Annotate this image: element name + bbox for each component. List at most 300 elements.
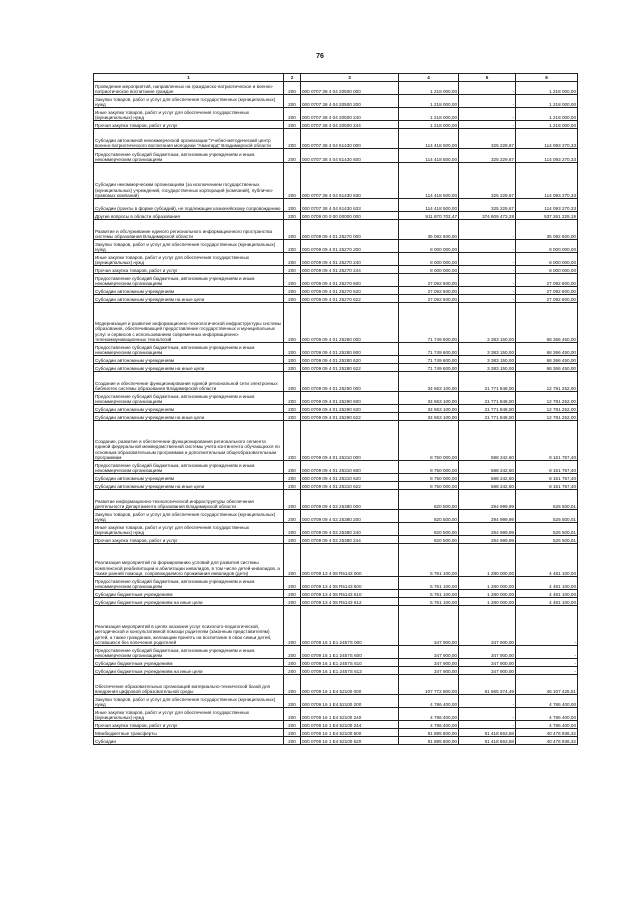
row-budget-code: 000 0707 38 4 04 61430 000 xyxy=(301,129,399,149)
row-approved-amount: 4 786 400,00 xyxy=(399,721,459,729)
row-line-code: 200 xyxy=(284,121,301,129)
row-approved-amount: 91 895 800,00 xyxy=(399,737,459,745)
row-remaining-amount: 12 791 252,00 xyxy=(516,405,578,413)
row-approved-amount: 347 900,00 xyxy=(399,646,459,659)
table-row xyxy=(94,523,578,536)
row-remaining-amount: 8 161 757,40 xyxy=(516,482,578,490)
table-row xyxy=(94,421,578,461)
row-budget-code: 000 0709 09 4 01 25310 620 xyxy=(301,474,399,482)
row-budget-code: 000 0709 00 0 00 00000 000 xyxy=(301,212,399,220)
row-approved-amount: 27 092 600,00 xyxy=(399,287,459,295)
row-executed-amount: 51 418 663,68 xyxy=(459,737,516,745)
row-approved-amount: 8 000 000,00 xyxy=(399,253,459,266)
row-line-code: 200 xyxy=(284,95,301,108)
table-row xyxy=(94,536,578,544)
row-remaining-amount: - xyxy=(516,659,578,667)
row-budget-code: 000 0709 13 4 08 R5143 610 xyxy=(301,590,399,598)
row-executed-amount: 1 280 000,00 xyxy=(459,544,516,577)
row-approved-amount: 911 870 702,47 xyxy=(399,212,459,220)
row-executed-amount: 347 900,00 xyxy=(459,667,516,675)
row-name: Субсидии автономным учреждениям xyxy=(94,356,284,364)
row-remaining-amount: 8 000 000,00 xyxy=(516,266,578,274)
row-executed-amount: - xyxy=(459,274,516,287)
row-name: Создание, развитие и обеспечение функционирования регионального сегмента единой федеральной межведомственной системы учета контингента обучающихся по основным образовательным программам и дополнительным общеобразовательным программам xyxy=(94,421,284,461)
budget-table-body xyxy=(94,74,578,745)
row-approved-amount: 114 418 500,00 xyxy=(399,199,459,212)
row-name: Развитие информационно-технологической инфраструктуры обеспечения деятельности Департамента образования Владимирской области xyxy=(94,490,284,510)
row-line-code: 200 xyxy=(284,240,301,253)
row-budget-code: 000 0709 09 4 01 25290 620 xyxy=(301,405,399,413)
row-approved-amount: 107 772 800,00 xyxy=(399,675,459,695)
row-approved-amount: 347 900,00 xyxy=(399,659,459,667)
table-row xyxy=(94,121,578,129)
row-approved-amount: 35 092 600,00 xyxy=(399,220,459,240)
row-executed-amount: 325 229,67 xyxy=(459,163,516,199)
row-approved-amount: 5 761 100,00 xyxy=(399,598,459,606)
table-row xyxy=(94,482,578,490)
row-executed-amount: 588 242,60 xyxy=(459,482,516,490)
row-name: Закупка товаров, работ и услуг для обеспечения государственных (муниципальных) нужд xyxy=(94,510,284,523)
row-executed-amount: - xyxy=(459,708,516,721)
row-budget-code: 000 0709 16 1 E1 2457S 612 xyxy=(301,667,399,675)
table-row xyxy=(94,372,578,392)
row-remaining-amount: 27 092 600,00 xyxy=(516,274,578,287)
table-row xyxy=(94,659,578,667)
row-executed-amount: - xyxy=(459,266,516,274)
row-line-code: 200 xyxy=(284,253,301,266)
row-name: Реализация мероприятий в целях оказания услуг психолого-педагогической, методической и консультативной помощи родителям (законным представителям) детей, а также гражданам, желающим принять на воспитание в свои семьи детей, оставшихся без попечения родителей xyxy=(94,606,284,646)
row-line-code: 200 xyxy=(284,343,301,356)
row-approved-amount: 1 218 000,00 xyxy=(399,95,459,108)
row-approved-amount: 91 895 800,00 xyxy=(399,729,459,737)
row-name: Закупка товаров, работ и услуг для обеспечения государственных (муниципальных) нужд xyxy=(94,240,284,253)
row-budget-code: 000 0709 16 1 E4 52100 520 xyxy=(301,737,399,745)
row-line-code: 200 xyxy=(284,474,301,482)
table-row xyxy=(94,405,578,413)
row-name: Субсидии автономным учреждениям xyxy=(94,287,284,295)
table-row xyxy=(94,212,578,220)
row-executed-amount: - xyxy=(459,82,516,95)
row-approved-amount: 71 749 600,00 xyxy=(399,303,459,343)
row-budget-code: 000 0707 38 4 04 20500 000 xyxy=(301,82,399,95)
row-executed-amount: - xyxy=(459,121,516,129)
table-row xyxy=(94,544,578,577)
row-line-code: 200 xyxy=(284,220,301,240)
row-executed-amount: - xyxy=(459,295,516,303)
table-row xyxy=(94,266,578,274)
row-executed-amount: 1 280 000,00 xyxy=(459,590,516,598)
row-executed-amount: 325 229,67 xyxy=(459,129,516,149)
row-approved-amount: 820 500,00 xyxy=(399,536,459,544)
row-remaining-amount: 1 218 000,00 xyxy=(516,108,578,121)
row-approved-amount: 71 749 600,00 xyxy=(399,343,459,356)
table-row xyxy=(94,199,578,212)
row-name: Закупка товаров, работ и услуг для обеспечения государственных (муниципальных) нужд xyxy=(94,695,284,708)
table-row xyxy=(94,163,578,199)
row-line-code: 200 xyxy=(284,212,301,220)
row-line-code: 200 xyxy=(284,523,301,536)
row-name: Другие вопросы в области образования xyxy=(94,212,284,220)
row-budget-code: 000 0709 16 1 E1 2457S 610 xyxy=(301,659,399,667)
row-executed-amount: - xyxy=(459,240,516,253)
row-name: Субсидии бюджетным учреждениям xyxy=(94,659,284,667)
table-row xyxy=(94,598,578,606)
row-approved-amount: 71 749 600,00 xyxy=(399,364,459,372)
row-executed-amount: 21 771 848,00 xyxy=(459,372,516,392)
row-line-code: 200 xyxy=(284,490,301,510)
row-approved-amount: 27 092 600,00 xyxy=(399,274,459,287)
table-row xyxy=(94,82,578,95)
row-approved-amount: 8 750 000,00 xyxy=(399,474,459,482)
row-budget-code: 000 0709 09 4 02 25380 200 xyxy=(301,510,399,523)
row-budget-code: 000 0709 16 1 E1 2457S 000 xyxy=(301,606,399,646)
row-name: Прочая закупка товаров, работ и услуг xyxy=(94,121,284,129)
row-name: Модернизация и развитие информационно-технологической инфраструктуры системы образования, обеспечивающей предоставление государственных и муниципальных услуг и сервисов с использованием современных информационно-телекоммуникационных технологий xyxy=(94,303,284,343)
row-approved-amount: 114 418 500,00 xyxy=(399,129,459,149)
row-remaining-amount: 525 500,01 xyxy=(516,536,578,544)
row-budget-code: 000 0709 09 4 02 25380 000 xyxy=(301,490,399,510)
row-approved-amount: 34 563 100,00 xyxy=(399,405,459,413)
row-executed-amount: 588 242,60 xyxy=(459,421,516,461)
row-budget-code: 000 0709 09 4 01 25270 244 xyxy=(301,266,399,274)
row-executed-amount: 294 999,99 xyxy=(459,523,516,536)
row-executed-amount: 294 999,99 xyxy=(459,510,516,523)
table-row xyxy=(94,577,578,590)
row-name: Прочая закупка товаров, работ и услуг xyxy=(94,536,284,544)
row-line-code: 200 xyxy=(284,287,301,295)
table-row xyxy=(94,295,578,303)
row-budget-code: 000 0709 09 4 01 25270 620 xyxy=(301,287,399,295)
row-budget-code: 000 0709 09 4 01 25280 622 xyxy=(301,364,399,372)
row-budget-code: 000 0709 09 4 01 25290 000 xyxy=(301,372,399,392)
row-executed-amount: 21 771 848,00 xyxy=(459,405,516,413)
row-line-code: 200 xyxy=(284,461,301,474)
header-col-4: 4 xyxy=(399,74,459,82)
row-executed-amount: 61 665 374,49 xyxy=(459,675,516,695)
row-executed-amount: - xyxy=(459,108,516,121)
table-row xyxy=(94,675,578,695)
row-name: Предоставление субсидий бюджетным, автономным учреждениям и иным некоммерческим организациям xyxy=(94,577,284,590)
row-remaining-amount: 12 791 252,00 xyxy=(516,372,578,392)
row-remaining-amount: 537 261 229,19 xyxy=(516,212,578,220)
row-executed-amount: 21 771 848,00 xyxy=(459,392,516,405)
row-remaining-amount: 1 218 000,00 xyxy=(516,95,578,108)
row-remaining-amount: - xyxy=(516,646,578,659)
row-line-code: 200 xyxy=(284,129,301,149)
row-line-code: 200 xyxy=(284,737,301,745)
row-name: Субсидии автономным учреждениям на иные цели xyxy=(94,364,284,372)
row-approved-amount: 4 786 400,00 xyxy=(399,695,459,708)
row-line-code: 200 xyxy=(284,544,301,577)
row-budget-code: 000 0709 13 4 08 R5143 600 xyxy=(301,577,399,590)
row-executed-amount: 588 242,60 xyxy=(459,474,516,482)
row-executed-amount: 1 280 000,00 xyxy=(459,598,516,606)
row-executed-amount: 347 900,00 xyxy=(459,659,516,667)
row-remaining-amount: 4 481 100,00 xyxy=(516,544,578,577)
row-approved-amount: 5 761 100,00 xyxy=(399,577,459,590)
row-approved-amount: 4 786 400,00 xyxy=(399,708,459,721)
row-name: Субсидии автономным учреждениям на иные цели xyxy=(94,482,284,490)
row-budget-code: 000 0709 09 4 01 25270 600 xyxy=(301,274,399,287)
row-remaining-amount: - xyxy=(516,606,578,646)
header-col-6: 6 xyxy=(516,74,578,82)
row-remaining-amount: 68 366 450,00 xyxy=(516,303,578,343)
row-budget-code: 000 0709 09 4 01 25270 000 xyxy=(301,220,399,240)
table-row xyxy=(94,129,578,149)
row-line-code: 200 xyxy=(284,82,301,95)
row-budget-code: 000 0707 38 4 04 61430 633 xyxy=(301,199,399,212)
row-budget-code: 000 0709 09 4 01 25290 622 xyxy=(301,413,399,421)
row-executed-amount: 374 609 473,28 xyxy=(459,212,516,220)
row-line-code: 200 xyxy=(284,536,301,544)
row-name: Субсидии автономным учреждениям на иные цели xyxy=(94,413,284,421)
row-executed-amount: 3 383 150,00 xyxy=(459,364,516,372)
row-approved-amount: 114 418 500,00 xyxy=(399,149,459,163)
row-name: Субсидии некоммерческим организациям (за исключением государственных (муниципальных) учреждений, государственных корпораций (компаний), публично-правовых компаний) xyxy=(94,163,284,199)
row-remaining-amount: 525 500,01 xyxy=(516,510,578,523)
row-name: Субсидии (гранты в форме субсидий), не подлежащие казначейскому сопровождению xyxy=(94,199,284,212)
budget-table xyxy=(93,73,578,745)
row-line-code: 200 xyxy=(284,598,301,606)
row-name: Прочая закупка товаров, работ и услуг xyxy=(94,721,284,729)
row-budget-code: 000 0707 38 4 04 61430 630 xyxy=(301,163,399,199)
row-remaining-amount: 40 476 936,32 xyxy=(516,737,578,745)
table-row xyxy=(94,95,578,108)
row-approved-amount: 71 749 600,00 xyxy=(399,356,459,364)
row-budget-code: 000 0709 16 1 E4 52100 240 xyxy=(301,708,399,721)
row-line-code: 200 xyxy=(284,405,301,413)
row-remaining-amount: 1 218 000,00 xyxy=(516,121,578,129)
row-remaining-amount: 8 000 000,00 xyxy=(516,240,578,253)
row-approved-amount: 8 750 000,00 xyxy=(399,482,459,490)
row-line-code: 200 xyxy=(284,729,301,737)
table-row xyxy=(94,708,578,721)
row-line-code: 200 xyxy=(284,708,301,721)
row-executed-amount: - xyxy=(459,287,516,295)
row-name: Проведение мероприятий, направленных на гражданско-патриотическое и военно-патриотическое воспитание граждан xyxy=(94,82,284,95)
table-row xyxy=(94,510,578,523)
row-remaining-amount: 68 366 450,00 xyxy=(516,343,578,356)
row-remaining-amount: 12 791 252,00 xyxy=(516,392,578,405)
row-executed-amount: 347 900,00 xyxy=(459,646,516,659)
row-line-code: 200 xyxy=(284,295,301,303)
table-row xyxy=(94,413,578,421)
header-col-5: 5 xyxy=(459,74,516,82)
row-remaining-amount: 8 161 757,40 xyxy=(516,421,578,461)
row-budget-code: 000 0709 16 1 E4 52100 244 xyxy=(301,721,399,729)
row-remaining-amount: 40 476 936,32 xyxy=(516,729,578,737)
row-name: Иные закупки товаров, работ и услуг для обеспечения государственных (муниципальных) нужд xyxy=(94,708,284,721)
table-row xyxy=(94,287,578,295)
row-name: Субсидии xyxy=(94,737,284,745)
row-approved-amount: 1 218 000,00 xyxy=(399,108,459,121)
row-line-code: 200 xyxy=(284,659,301,667)
row-budget-code: 000 0709 16 1 E1 2457S 600 xyxy=(301,646,399,659)
row-approved-amount: 8 000 000,00 xyxy=(399,240,459,253)
row-approved-amount: 34 563 100,00 xyxy=(399,392,459,405)
page-number: 76 xyxy=(316,53,324,60)
row-approved-amount: 1 218 000,00 xyxy=(399,121,459,129)
row-line-code: 200 xyxy=(284,413,301,421)
row-executed-amount: - xyxy=(459,695,516,708)
row-name: Субсидии автономным учреждениям xyxy=(94,405,284,413)
row-line-code: 200 xyxy=(284,392,301,405)
row-line-code: 200 xyxy=(284,163,301,199)
table-row xyxy=(94,737,578,745)
row-budget-code: 000 0709 09 4 01 25290 600 xyxy=(301,392,399,405)
row-executed-amount: - xyxy=(459,220,516,240)
row-executed-amount: 347 900,00 xyxy=(459,606,516,646)
row-line-code: 200 xyxy=(284,577,301,590)
row-remaining-amount: 114 093 270,33 xyxy=(516,199,578,212)
row-executed-amount: 325 229,67 xyxy=(459,149,516,163)
row-budget-code: 000 0709 16 1 E4 52100 200 xyxy=(301,695,399,708)
table-row xyxy=(94,303,578,343)
header-col-1: 1 xyxy=(94,74,284,82)
row-name: Иные закупки товаров, работ и услуг для обеспечения государственных (муниципальных) нужд xyxy=(94,253,284,266)
row-approved-amount: 8 000 000,00 xyxy=(399,266,459,274)
row-budget-code: 000 0709 16 1 E4 52100 000 xyxy=(301,675,399,695)
row-approved-amount: 27 092 600,00 xyxy=(399,295,459,303)
row-budget-code: 000 0709 13 4 08 R5143 000 xyxy=(301,544,399,577)
row-remaining-amount: 1 218 000,00 xyxy=(516,82,578,95)
row-line-code: 200 xyxy=(284,482,301,490)
row-budget-code: 000 0707 38 4 04 61430 600 xyxy=(301,149,399,163)
row-name: Субсидии бюджетным учреждениям на иные цели xyxy=(94,667,284,675)
row-budget-code: 000 0709 09 4 02 25380 240 xyxy=(301,523,399,536)
row-budget-code: 000 0709 09 4 01 25280 000 xyxy=(301,303,399,343)
row-remaining-amount: - xyxy=(516,667,578,675)
row-approved-amount: 5 761 100,00 xyxy=(399,590,459,598)
row-remaining-amount: 8 161 757,40 xyxy=(516,474,578,482)
table-row xyxy=(94,274,578,287)
row-executed-amount: 3 383 150,00 xyxy=(459,356,516,364)
row-budget-code: 000 0709 09 4 01 25310 600 xyxy=(301,461,399,474)
row-budget-code: 000 0709 09 4 01 25310 000 xyxy=(301,421,399,461)
row-budget-code: 000 0707 38 4 04 20500 244 xyxy=(301,121,399,129)
row-name: Развитие и обслуживание единого регионального информационного пространства системы образования Владимирской области xyxy=(94,220,284,240)
table-row xyxy=(94,490,578,510)
table-row xyxy=(94,667,578,675)
row-executed-amount: 325 229,67 xyxy=(459,199,516,212)
row-remaining-amount: 27 092 600,00 xyxy=(516,295,578,303)
row-remaining-amount: 68 366 450,00 xyxy=(516,356,578,364)
row-approved-amount: 820 500,00 xyxy=(399,523,459,536)
table-header-row xyxy=(94,74,578,82)
row-remaining-amount: 68 366 450,00 xyxy=(516,364,578,372)
table-row xyxy=(94,461,578,474)
row-executed-amount: 294 999,99 xyxy=(459,490,516,510)
row-approved-amount: 8 750 000,00 xyxy=(399,461,459,474)
row-line-code: 200 xyxy=(284,108,301,121)
row-approved-amount: 347 900,00 xyxy=(399,667,459,675)
row-approved-amount: 347 900,00 xyxy=(399,606,459,646)
row-name: Субсидии автономным учреждениям на иные цели xyxy=(94,295,284,303)
row-executed-amount: 21 771 848,00 xyxy=(459,413,516,421)
row-name: Обеспечение образовательных организаций материально-технической базой для внедрения цифровой образовательной среды xyxy=(94,675,284,695)
row-executed-amount: 1 280 000,00 xyxy=(459,577,516,590)
row-line-code: 200 xyxy=(284,303,301,343)
table-row xyxy=(94,220,578,240)
row-name: Предоставление субсидий бюджетным, автономным учреждениям и иным некоммерческим организациям xyxy=(94,343,284,356)
row-name: Предоставление субсидий бюджетным, автономным учреждениям и иным некоммерческим организациям xyxy=(94,461,284,474)
table-row xyxy=(94,240,578,253)
row-approved-amount: 114 418 500,00 xyxy=(399,163,459,199)
row-name: Создание и обеспечение функционирования единой региональной сети электронных библиотек системы образования Владимирской области xyxy=(94,372,284,392)
row-budget-code: 000 0709 09 4 01 25310 622 xyxy=(301,482,399,490)
row-remaining-amount: 525 500,01 xyxy=(516,490,578,510)
row-executed-amount: - xyxy=(459,95,516,108)
row-remaining-amount: 114 093 270,33 xyxy=(516,129,578,149)
row-remaining-amount: 525 500,01 xyxy=(516,523,578,536)
table-row xyxy=(94,149,578,163)
row-remaining-amount: 27 092 600,00 xyxy=(516,287,578,295)
row-line-code: 200 xyxy=(284,149,301,163)
row-approved-amount: 820 500,00 xyxy=(399,490,459,510)
row-line-code: 200 xyxy=(284,364,301,372)
row-executed-amount: - xyxy=(459,721,516,729)
table-row xyxy=(94,364,578,372)
row-remaining-amount: 114 093 270,33 xyxy=(516,163,578,199)
row-budget-code: 000 0709 09 4 01 25270 240 xyxy=(301,253,399,266)
row-budget-code: 000 0709 09 4 01 25270 622 xyxy=(301,295,399,303)
table-row xyxy=(94,392,578,405)
table-row xyxy=(94,356,578,364)
row-budget-code: 000 0707 38 4 04 20500 200 xyxy=(301,95,399,108)
row-approved-amount: 5 761 100,00 xyxy=(399,544,459,577)
row-remaining-amount: 4 481 100,00 xyxy=(516,577,578,590)
row-name: Предоставление субсидий бюджетным, автономным учреждениям и иным некоммерческим организациям xyxy=(94,646,284,659)
row-line-code: 200 xyxy=(284,510,301,523)
row-name: Реализация мероприятий по формированию условий для развития системы комплексной реабилитации и абилитации инвалидов, в том числе детей-инвалидов, а также ранней помощи, сопровождаемого проживания инвалидов (дети) xyxy=(94,544,284,577)
row-budget-code: 000 0707 38 4 04 20500 240 xyxy=(301,108,399,121)
row-line-code: 200 xyxy=(284,274,301,287)
row-line-code: 200 xyxy=(284,372,301,392)
table-row xyxy=(94,253,578,266)
row-remaining-amount: 114 093 270,33 xyxy=(516,149,578,163)
row-budget-code: 000 0709 13 4 08 R5143 612 xyxy=(301,598,399,606)
row-remaining-amount: 4 786 400,00 xyxy=(516,721,578,729)
table-row xyxy=(94,721,578,729)
row-line-code: 200 xyxy=(284,356,301,364)
row-remaining-amount: 4 786 400,00 xyxy=(516,695,578,708)
row-name: Субсидии бюджетным учреждениям на иные цели xyxy=(94,598,284,606)
row-budget-code: 000 0709 09 4 01 25280 600 xyxy=(301,343,399,356)
table-row xyxy=(94,590,578,598)
row-remaining-amount: 4 786 400,00 xyxy=(516,708,578,721)
row-remaining-amount: 46 107 425,51 xyxy=(516,675,578,695)
row-line-code: 200 xyxy=(284,667,301,675)
table-row xyxy=(94,474,578,482)
row-name: Предоставление субсидий бюджетным, автономным учреждениям и иным некоммерческим организациям xyxy=(94,149,284,163)
row-remaining-amount: 8 000 000,00 xyxy=(516,253,578,266)
row-line-code: 200 xyxy=(284,266,301,274)
row-line-code: 200 xyxy=(284,421,301,461)
row-approved-amount: 34 563 100,00 xyxy=(399,372,459,392)
row-remaining-amount: 12 791 252,00 xyxy=(516,413,578,421)
row-name: Предоставление субсидий бюджетным, автономным учреждениям и иным некоммерческим организациям xyxy=(94,274,284,287)
row-executed-amount: 588 242,60 xyxy=(459,461,516,474)
row-line-code: 200 xyxy=(284,606,301,646)
header-col-2: 2 xyxy=(284,74,301,82)
row-name: Иные закупки товаров, работ и услуг для обеспечения государственных (муниципальных) нужд xyxy=(94,108,284,121)
row-approved-amount: 8 750 000,00 xyxy=(399,421,459,461)
table-row xyxy=(94,729,578,737)
row-name: Закупка товаров, работ и услуг для обеспечения государственных (муниципальных) нужд xyxy=(94,95,284,108)
row-budget-code: 000 0709 16 1 E4 52100 500 xyxy=(301,729,399,737)
header-col-3: 3 xyxy=(301,74,399,82)
row-remaining-amount: 4 481 100,00 xyxy=(516,598,578,606)
